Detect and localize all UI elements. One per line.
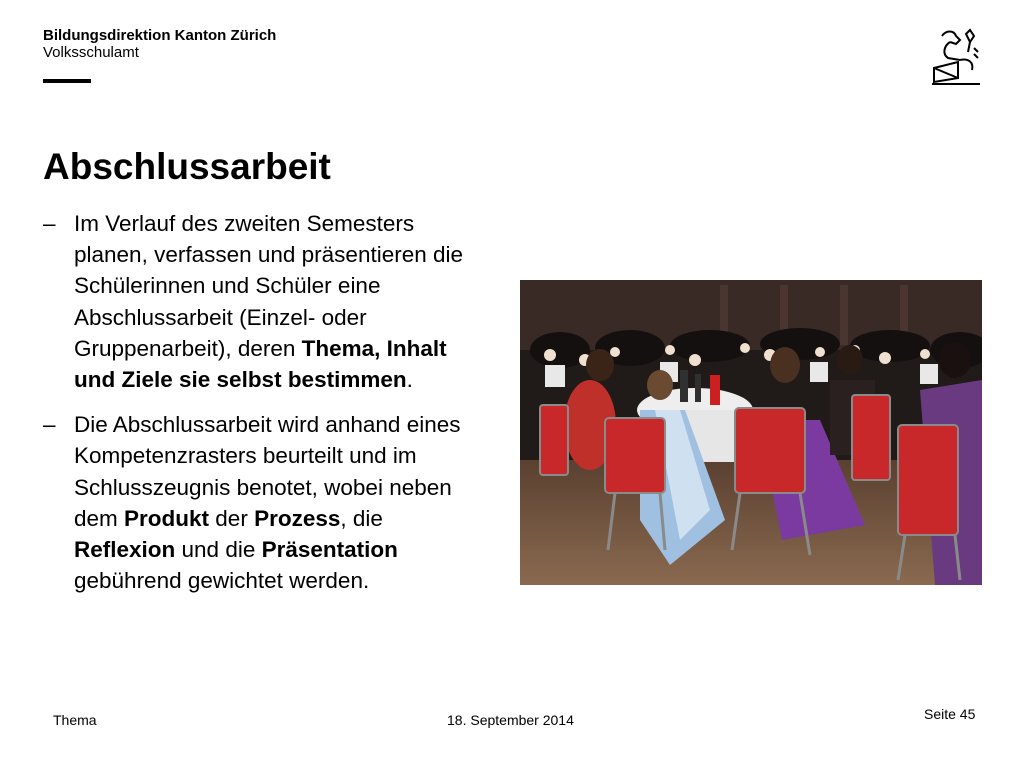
bullet-text: und die [175,537,262,563]
bullet-text: Im Verlauf des zweiten Semesters planen, verfassen und präsentieren die Schülerinnen und Schüler eine Abschlussarbeit (Einzel- oder Gruppenarbeit), deren [74,211,464,361]
bullet-text: der [209,505,255,531]
bullet-text-bold: Präsentation [261,537,398,563]
footer-topic: Thema [53,712,97,728]
org-name: Bildungsdirektion Kanton Zürich [43,27,277,44]
bullet-text-bold: Reflexion [74,537,176,563]
dash-bullet-icon: – [43,412,56,438]
bullet-list [43,208,488,610]
slide-title: Abschlussarbeit [43,146,331,187]
header-rule [43,79,91,83]
page-number: Seite 45 [924,706,976,722]
bullet-text-bold: Thema, Inhalt und Ziele sie selbst bestimmen [74,335,447,393]
bullet-text-bold: Produkt [124,505,210,531]
footer-date: 18. September 2014 [447,712,574,728]
dash-bullet-icon: – [43,211,56,236]
bullet-item-semester [43,208,488,395]
bullet-text: , die [340,505,383,531]
org-department: Volksschulamt [43,44,139,61]
bullet-item-assessment [43,409,488,596]
bullet-text: . [406,367,413,393]
bullet-text-bold: Prozess [254,505,341,531]
bullet-text: gebührend gewichtet werden. [74,568,370,594]
zurich-lion-crest-icon [930,28,982,86]
event-photo [520,280,982,585]
bullet-text: Die Abschlussarbeit wird anhand eines Kompetenzrasters beurteilt und im Schlusszeugnis benotet, wobei neben dem [74,412,461,531]
